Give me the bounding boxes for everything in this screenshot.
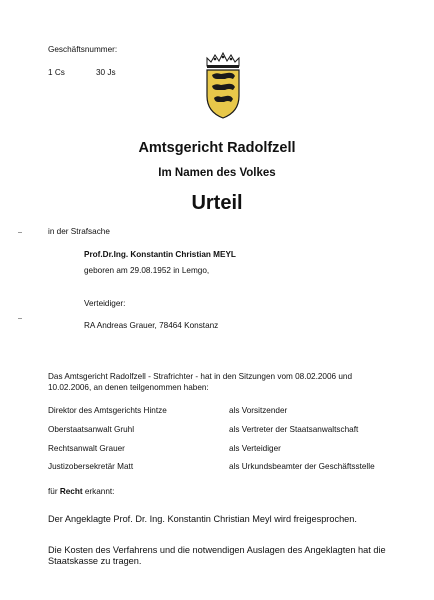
participant-name: Rechtsanwalt Grauer [48, 444, 125, 453]
participant-name: Oberstaatsanwalt Gruhl [48, 425, 135, 434]
defendant-birth: geboren am 29.08.1952 in Lemgo, [84, 266, 210, 275]
participant-role: als Vorsitzender [229, 406, 288, 415]
defense-name: RA Andreas Grauer, 78464 Konstanz [84, 321, 219, 330]
participant-role: als Vertreter der Staatsanwaltschaft [229, 425, 359, 434]
case-number-part1: 1 Cs [48, 68, 65, 77]
coat-of-arms-baden-wuerttemberg-icon [203, 50, 243, 120]
ruling-intro-prefix: für [48, 487, 58, 496]
participant-role: als Verteidiger [229, 444, 281, 453]
verdict-heading: Urteil [191, 192, 243, 214]
defendant-name: Prof.Dr.Ing. Konstantin Christian MEYL [84, 250, 236, 259]
acquittal-text: Der Angeklagte Prof. Dr. Ing. Konstantin Christian Meyl wird freigesprochen. [48, 514, 357, 524]
scan-mark [18, 232, 22, 233]
ruling-intro-keyword: Recht [59, 487, 83, 496]
ruling-intro [48, 487, 114, 496]
ruling-intro-suffix: erkannt: [84, 487, 115, 496]
case-number-part2: 30 Js [96, 68, 116, 77]
court-title: Amtsgericht Radolfzell [138, 140, 296, 156]
participant-name: Direktor des Amtsgerichts Hintze [48, 406, 167, 415]
session-line-1: Das Amtsgericht Radolfzell - Strafrichter - hat in den Sitzungen vom 08.02.2006 und [48, 372, 353, 381]
case-intro: in der Strafsache [48, 227, 110, 236]
session-line-2: 10.02.2006, an denen teilgenommen haben: [48, 383, 209, 392]
costs-line-1: Die Kosten des Verfahrens und die notwendigen Auslagen des Angeklagten hat die [48, 545, 386, 555]
participant-role: als Urkundsbeamter der Geschäftsstelle [229, 462, 375, 471]
defense-label: Verteidiger: [84, 299, 126, 308]
costs-line-2: Staatskasse zu tragen. [48, 556, 142, 566]
scan-mark [18, 318, 22, 319]
people-heading: Im Namen des Volkes [158, 167, 276, 179]
participant-name: Justizobersekretär Matt [48, 462, 134, 471]
case-number-label: Geschäftsnummer: [48, 45, 118, 54]
